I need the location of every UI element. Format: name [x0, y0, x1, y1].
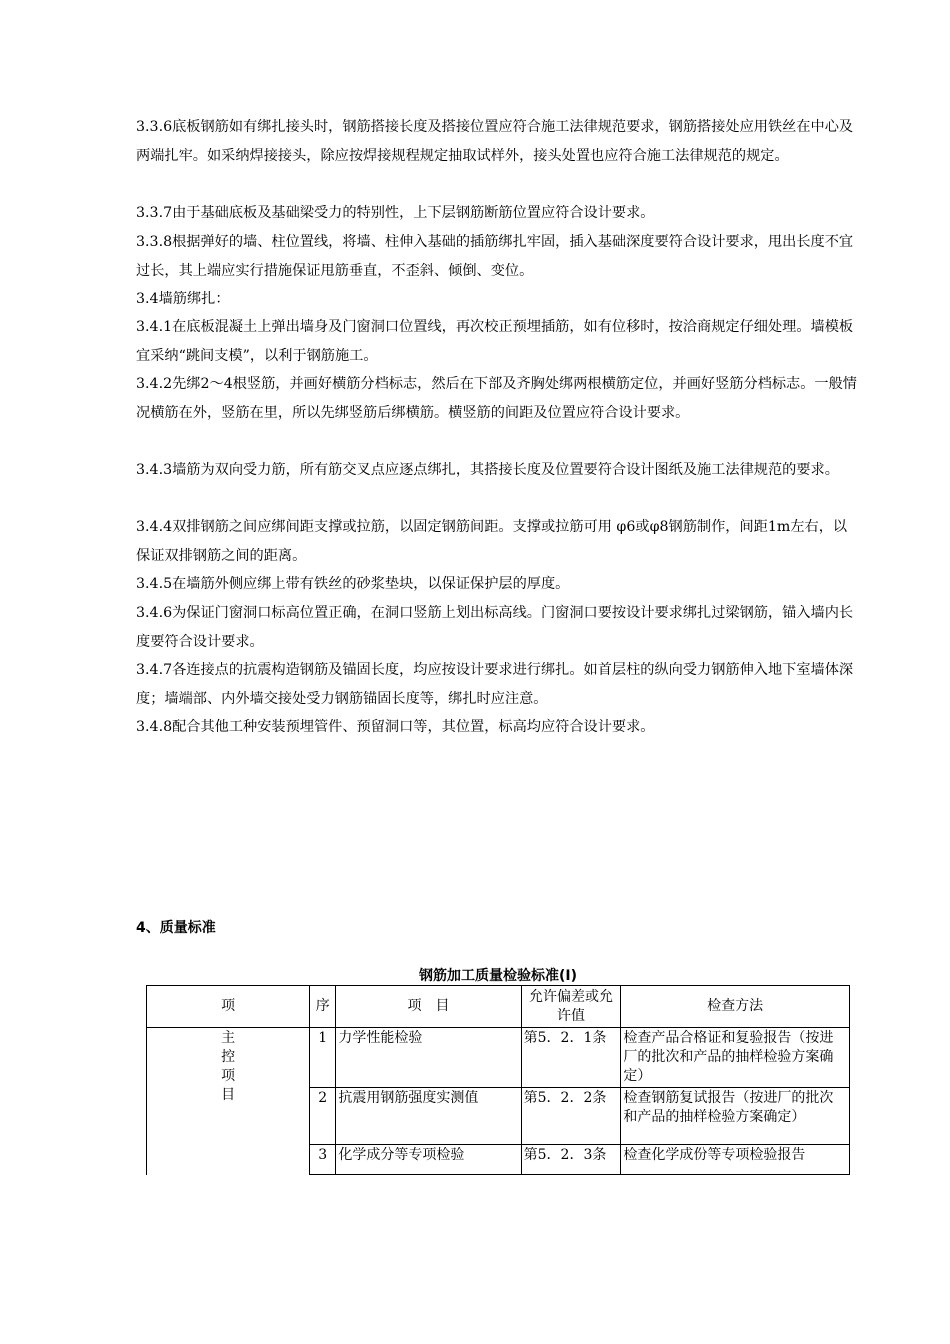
- paragraph-3-4: 3.4墙筋绑扎：: [136, 291, 230, 307]
- row-method: 检查钢筋复试报告（按进厂的批次和产品的抽样检验方案确定）: [621, 1088, 850, 1145]
- category-char: 主: [221, 1030, 236, 1046]
- table-header-row: [147, 986, 850, 1028]
- header-item: 项 目: [336, 986, 521, 1028]
- row-tolerance: 第5．2．2条: [521, 1088, 621, 1145]
- paragraph-3-3-6: 3.3.6底板钢筋如有绑扎接头时，钢筋搭接长度及搭接位置应符合施工法律规范要求，钢筋搭接处应用铁丝在中心及两端扎牢。如采纳焊接接头，除应按焊接规程规定抽取试样外，接头处置也应符合施工法律规范的规定。: [136, 119, 854, 164]
- row-method: 检查产品合格证和复验报告（按进厂的批次和产品的抽样检验方案确定）: [621, 1028, 850, 1088]
- paragraph-3-4-8: 3.4.8配合其他工种安装预埋管件、预留洞口等，其位置，标高均应符合设计要求。: [136, 719, 655, 735]
- category-char: 项: [221, 1068, 236, 1084]
- row-item: 化学成分等专项检验: [336, 1145, 521, 1175]
- header-method: 检查方法: [621, 986, 850, 1028]
- table-row: [147, 1028, 850, 1088]
- paragraph-3-3-7: 3.3.7由于基础底板及基础梁受力的特别性，上下层钢筋断筋位置应符合设计要求。: [136, 205, 655, 221]
- paragraph-3-4-2: 3.4.2先绑2～4根竖筋，并画好横筋分档标志，然后在下部及齐胸处绑两根横筋定位，并画好竖筋分档标志。一般情况横筋在外，竖筋在里，所以先绑竖筋后绑横筋。横竖筋的间距及位置应符合设计要求。: [136, 376, 857, 421]
- row-no: 1: [310, 1028, 336, 1088]
- paragraph-3-4-5: 3.4.5在墙筋外侧应绑上带有铁丝的砂浆垫块，以保证保护层的厚度。: [136, 576, 570, 592]
- row-item: 抗震用钢筋强度实测值: [336, 1088, 521, 1145]
- row-tolerance: 第5．2．3条: [521, 1145, 621, 1175]
- row-method: 检查化学成份等专项检验报告: [621, 1145, 850, 1175]
- paragraph-3-4-4: 3.4.4双排钢筋之间应绑间距支撑或拉筋，以固定钢筋间距。支撑或拉筋可用 φ6或φ8钢筋制作，间距1m左右，以保证双排钢筋之间的距离。: [136, 519, 848, 564]
- paragraph-3-4-3: 3.4.3墙筋为双向受力筋，所有筋交叉点应逐点绑扎，其搭接长度及位置要符合设计图纸及施工法律规范的要求。: [136, 462, 839, 478]
- row-no: 2: [310, 1088, 336, 1145]
- section-heading: 4、质量标准: [136, 920, 216, 936]
- header-tolerance: 允许偏差或允许值: [521, 986, 621, 1028]
- category-char: 控: [221, 1049, 236, 1065]
- paragraph-3-4-7: 3.4.7各连接点的抗震构造钢筋及锚固长度，均应按设计要求进行绑扎。如首层柱的纵向受力钢筋伸入地下室墙体深度；墙端部、内外墙交接处受力钢筋锚固长度等，绑扎时应注意。: [136, 662, 854, 707]
- header-category: 项: [147, 986, 310, 1028]
- paragraph-3-4-6: 3.4.6为保证门窗洞口标高位置正确，在洞口竖筋上划出标高线。门窗洞口要按设计要求绑扎过梁钢筋，锚入墙内长度要符合设计要求。: [136, 605, 854, 650]
- quality-standard-table: [146, 985, 850, 1175]
- row-no: 3: [310, 1145, 336, 1175]
- category-main-control: [147, 1028, 310, 1175]
- row-tolerance: 第5．2．1条: [521, 1028, 621, 1088]
- paragraph-3-4-1: 3.4.1在底板混凝土上弹出墙身及门窗洞口位置线，再次校正预埋插筋，如有位移时，按洽商规定仔细处理。墙模板宜采纳“跳间支模”，以利于钢筋施工。: [136, 319, 854, 364]
- header-no: 序: [310, 986, 336, 1028]
- row-item: 力学性能检验: [336, 1028, 521, 1088]
- category-char: 目: [221, 1087, 236, 1103]
- paragraph-3-3-8: 3.3.8根据弹好的墙、柱位置线，将墙、柱伸入基础的插筋绑扎牢固，插入基础深度要符合设计要求，甩出长度不宜过长，其上端应实行措施保证甩筋垂直，不歪斜、倾倒、变位。: [136, 234, 854, 279]
- table-caption: 钢筋加工质量检验标准(Ⅰ): [418, 968, 577, 984]
